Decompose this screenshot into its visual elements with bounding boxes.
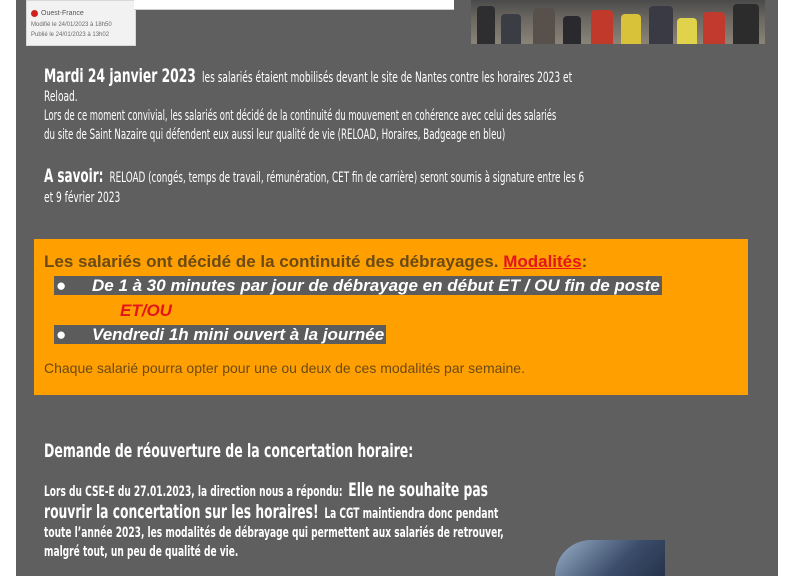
box-heading-colon: : — [581, 252, 588, 271]
box-item-1-text: De 1 à 30 minutes par jour de débrayage en début ET / OU fin de poste — [92, 276, 660, 295]
demande-title: Demande de réouverture de la concertation horaire: — [44, 440, 414, 462]
intro-line-3: Lors de ce moment convivial, les salariés ont décidé de la continuité du mouvement en cohérence avec celui des salariés — [44, 108, 557, 124]
box-heading — [44, 252, 587, 272]
clipping-text-strip — [134, 0, 454, 10]
demande-line-1 — [44, 479, 488, 501]
box-item-2-text: Vendredi 1h mini ouvert à la journée — [92, 325, 385, 344]
intro-date: Mardi 24 janvier 2023 — [44, 65, 196, 87]
demande-line-2-rest: La CGT maintiendra donc pendant — [324, 506, 499, 522]
clipping-modified: Modifié le 24/01/2023 à 18h50 — [31, 22, 112, 28]
demande-line-3: toute l’année 2023, les modalités de débrayage qui permettent aux salariés de retrouver, — [44, 525, 504, 541]
box-heading-text: Les salariés ont décidé de la continuité des débrayages. — [44, 252, 499, 271]
demande-line-2-emphasis: rouvrir la concertation sur les horaires! — [44, 501, 319, 523]
demande-line-1-emphasis: Elle ne souhaite pas — [348, 479, 488, 501]
bullet-icon: ● — [56, 325, 67, 344]
box-item-2 — [54, 325, 386, 345]
rally-photo — [471, 0, 765, 44]
asavoir-label: A savoir: — [44, 165, 104, 187]
box-footer: Chaque salarié pourra opter pour une ou deux de ces modalités par semaine. — [44, 360, 525, 376]
clipping-published: Publié le 24/01/2023 à 13h02 — [31, 32, 110, 38]
asavoir-line-1 — [44, 165, 584, 187]
modalites-link: Modalités — [503, 252, 582, 271]
asavoir-line-2: et 9 février 2023 — [44, 190, 121, 206]
asavoir-text-1: RELOAD (congés, temps de travail, rémunération, CET fin de carrière) seront soumis à signature entre les 6 — [109, 170, 585, 186]
bottom-photo — [555, 540, 665, 576]
demande-line-4: malgré tout, un peu de qualité de vie. — [44, 544, 239, 560]
clipping-source — [31, 10, 84, 17]
demande-line-2 — [44, 501, 498, 523]
intro-line-1 — [44, 65, 572, 87]
demande-line-1-prefix: Lors du CSE-E du 27.01.2023, la direction nous a répondu: — [44, 484, 343, 500]
intro-line-4: du site de Saint Nazaire qui défendent eux aussi leur qualité de vie (RELOAD, Horaires, Badgeage en bleu) — [44, 127, 506, 143]
clipping-source-label: Ouest-France — [41, 10, 84, 17]
bullet-icon: ● — [56, 276, 67, 295]
intro-line-1-rest: les salariés étaient mobilisés devant le site de Nantes contre les horaires 2023 et — [201, 70, 573, 86]
modalites-box — [34, 239, 748, 395]
intro-line-2: Reload. — [44, 89, 78, 105]
ouest-france-logo-icon — [31, 10, 38, 17]
news-clipping — [26, 0, 136, 46]
box-item-1-continuation: ET/OU — [120, 301, 172, 320]
box-item-1 — [54, 276, 662, 296]
